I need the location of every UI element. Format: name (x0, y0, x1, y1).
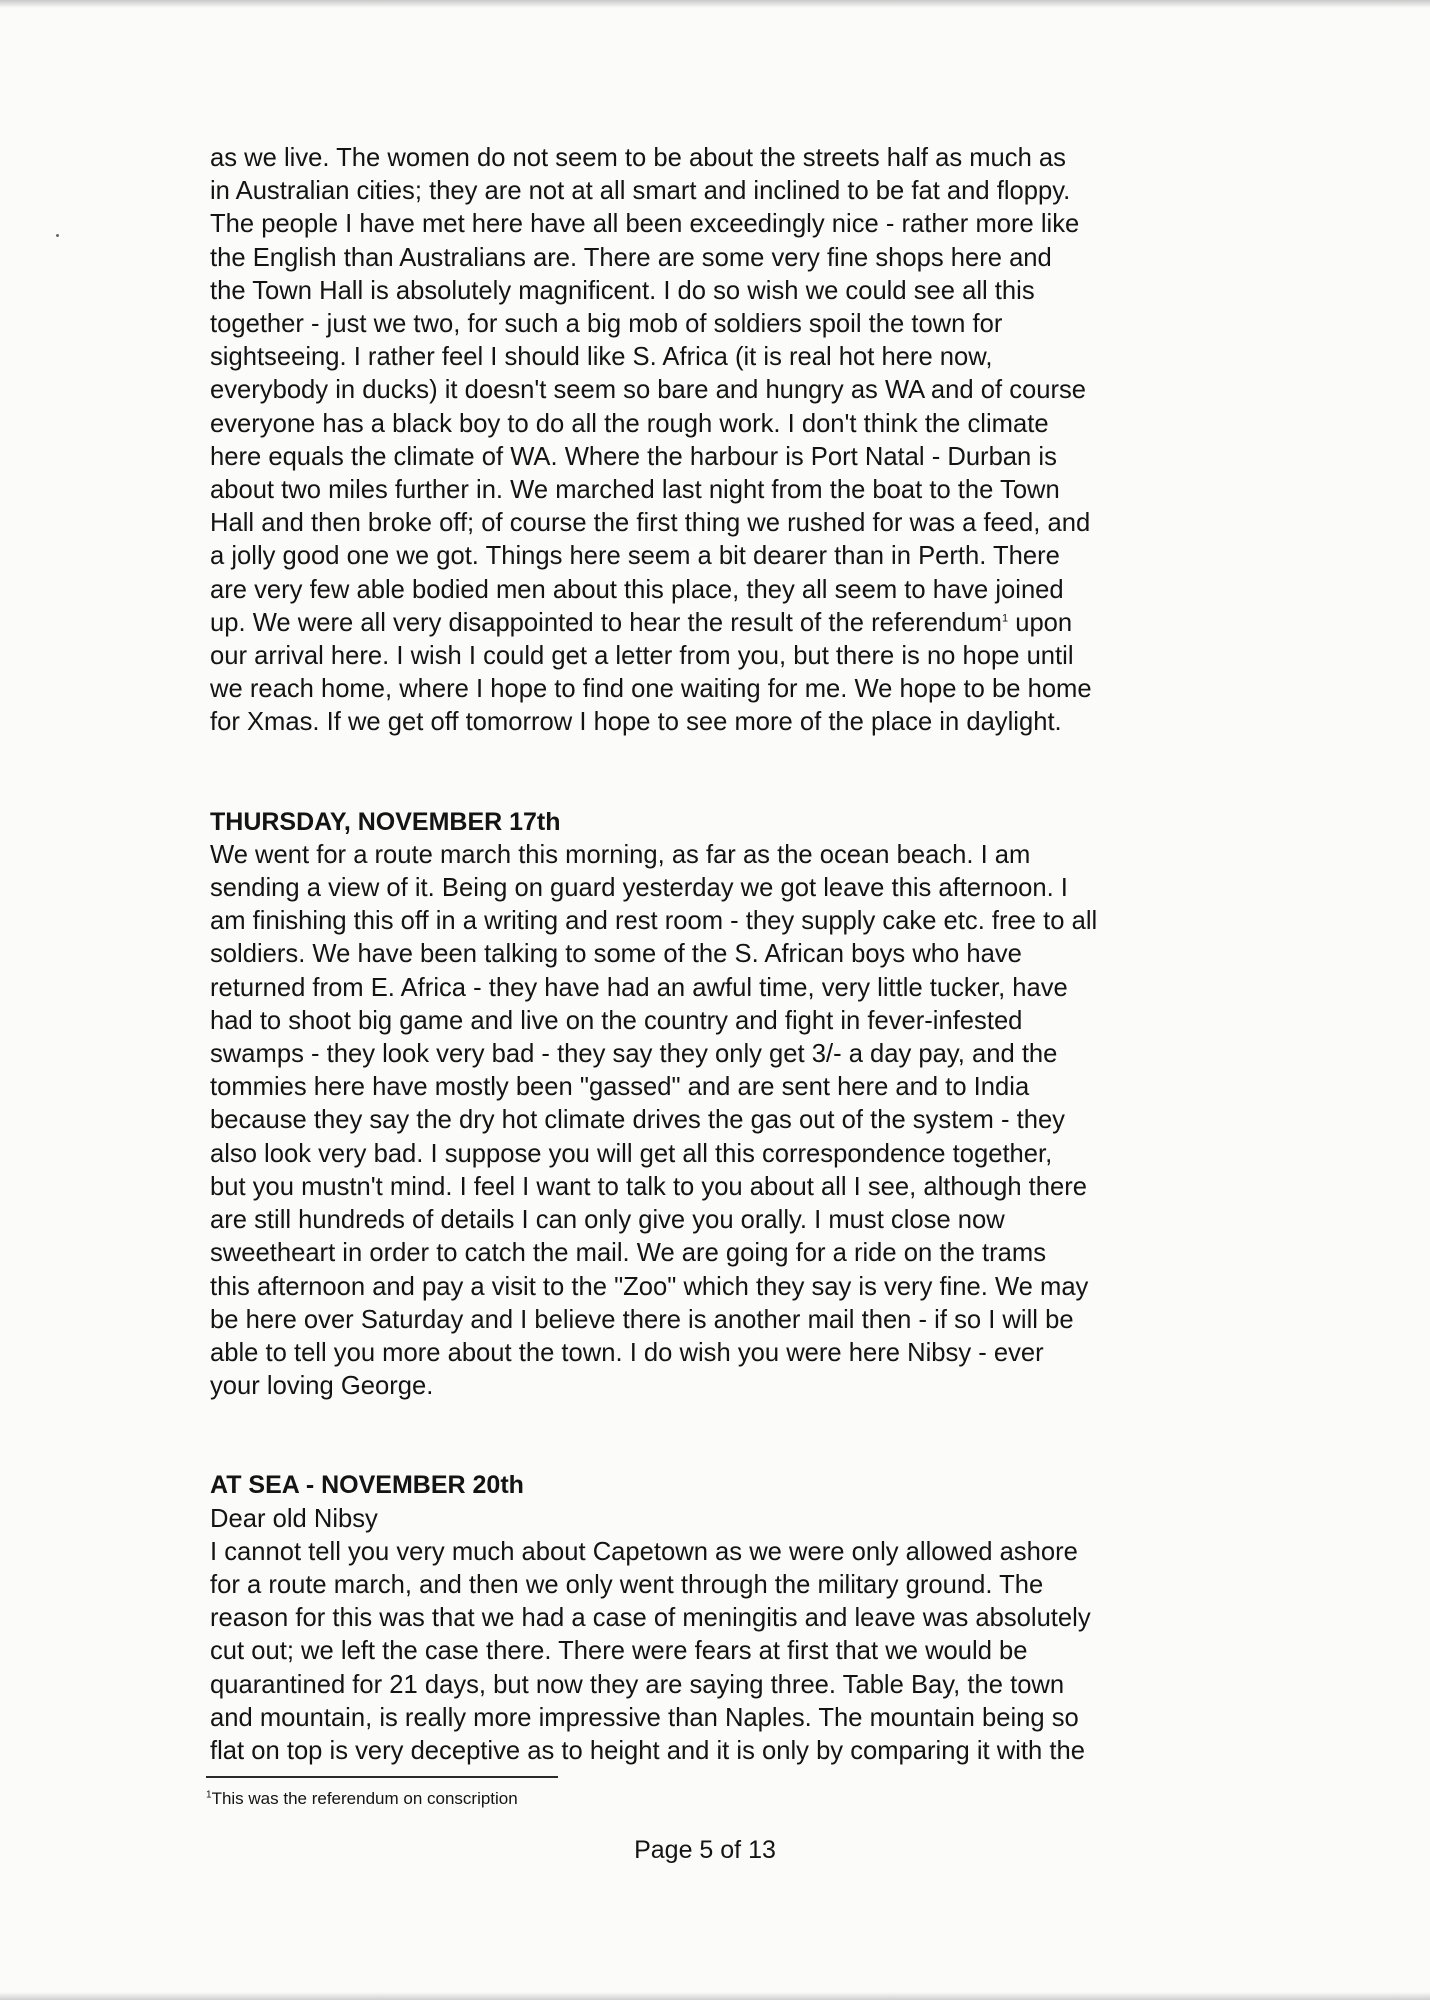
text-line: I cannot tell you very much about Capetown as we were only allowed ashore (210, 1537, 1078, 1566)
text-line: am finishing this off in a writing and rest room - they supply cake etc. free to all (210, 907, 1098, 936)
text-line: a jolly good one we got. Things here seem a bit dearer than in Perth. There (210, 542, 1060, 571)
text-line: everyone has a black boy to do all the rough work. I don't think the climate (210, 409, 1049, 438)
text-line: had to shoot big game and live on the country and fight in fever-infested (210, 1006, 1023, 1035)
footnote-mark: 1 (206, 1789, 212, 1801)
text-line: this afternoon and pay a visit to the "Zoo" which they say is very fine. We may (210, 1272, 1089, 1301)
footnote-reference: 1 (1001, 612, 1009, 625)
text-line: together - just we two, for such a big mob of soldiers spoil the town for (210, 310, 1003, 339)
text-line: the English than Australians are. There are some very fine shops here and (210, 243, 1052, 272)
text-line: in Australian cities; they are not at all smart and inclined to be fat and floppy. (210, 177, 1071, 206)
text-line: flat on top is very deceptive as to height and it is only by comparing it with the (210, 1736, 1085, 1765)
text-line: here equals the climate of WA. Where the harbour is Port Natal - Durban is (210, 442, 1057, 471)
text-line: We went for a route march this morning, as far as the ocean beach. I am (210, 840, 1031, 869)
page-body (210, 142, 1230, 1768)
paragraph-nov20 (210, 1503, 1230, 1769)
entry-heading-nov20: AT SEA - NOVEMBER 20th (210, 1471, 524, 1500)
footnote-divider (206, 1776, 558, 1778)
text-line: Hall and then broke off; of course the first thing we rushed for was a feed, and (210, 509, 1091, 538)
text-line: we reach home, where I hope to find one waiting for me. We hope to be home (210, 675, 1092, 704)
text-line-with-footnote (210, 607, 1230, 640)
footnote (206, 1788, 518, 1810)
text-line: The people I have met here have all been exceedingly nice - rather more like (210, 210, 1080, 239)
text-line: because they say the dry hot climate drives the gas out of the system - they (210, 1106, 1065, 1135)
paragraph-durban (210, 142, 1230, 740)
text-line: tommies here have mostly been "gassed" and are sent here and to India (210, 1073, 1030, 1102)
text-line: be here over Saturday and I believe there is another mail then - if so I will be (210, 1305, 1074, 1334)
entry-heading-nov17: THURSDAY, NOVEMBER 17th (210, 807, 561, 836)
text-line: returned from E. Africa - they have had an awful time, very little tucker, have (210, 973, 1068, 1002)
text-line: sightseeing. I rather feel I should like S. Africa (it is real hot here now, (210, 343, 993, 372)
text-line: soldiers. We have been talking to some of the S. African boys who have (210, 940, 1022, 969)
scan-speck (56, 234, 59, 237)
text-line: for Xmas. If we get off tomorrow I hope to see more of the place in daylight. (210, 708, 1062, 737)
text-fragment: up. We were all very disappointed to hear the result of the referendum (210, 608, 1002, 637)
text-line: swamps - they look very bad - they say they only get 3/- a day pay, and the (210, 1040, 1058, 1069)
text-line: able to tell you more about the town. I do wish you were here Nibsy - ever (210, 1338, 1044, 1367)
page-number: Page 5 of 13 (634, 1836, 776, 1864)
text-line: are still hundreds of details I can only give you orally. I must close now (210, 1206, 1005, 1235)
footnote-text: This was the referendum on conscription (211, 1789, 518, 1808)
text-line: for a route march, and then we only went through the military ground. The (210, 1570, 1044, 1599)
text-line: about two miles further in. We marched last night from the boat to the Town (210, 476, 1060, 505)
text-line: your loving George. (210, 1372, 434, 1401)
text-line: cut out; we left the case there. There were fears at first that we would be (210, 1637, 1028, 1666)
text-line: also look very bad. I suppose you will get all this correspondence together, (210, 1139, 1053, 1168)
text-line: and mountain, is really more impressive than Naples. The mountain being so (210, 1703, 1079, 1732)
text-line: everybody in ducks) it doesn't seem so bare and hungry as WA and of course (210, 376, 1087, 405)
scan-edge-bottom (0, 1992, 1430, 2000)
text-line: sending a view of it. Being on guard yesterday we got leave this afternoon. I (210, 874, 1068, 903)
text-line: the Town Hall is absolutely magnificent. I do so wish we could see all this (210, 276, 1035, 305)
text-line: are very few able bodied men about this place, they all seem to have joined (210, 575, 1064, 604)
text-fragment: upon (1008, 608, 1073, 637)
text-line: reason for this was that we had a case of meningitis and leave was absolutely (210, 1604, 1091, 1633)
text-line: quarantined for 21 days, but now they are saying three. Table Bay, the town (210, 1670, 1065, 1699)
section-gap (210, 1403, 1230, 1469)
text-line: our arrival here. I wish I could get a letter from you, but there is no hope until (210, 642, 1074, 671)
paragraph-nov17 (210, 839, 1230, 1403)
salutation: Dear old Nibsy (210, 1504, 378, 1533)
scan-edge-top (0, 0, 1430, 8)
section-gap (210, 740, 1230, 806)
text-line: but you mustn't mind. I feel I want to talk to you about all I see, although there (210, 1172, 1088, 1201)
text-line: sweetheart in order to catch the mail. We are going for a ride on the trams (210, 1239, 1047, 1268)
text-line: as we live. The women do not seem to be about the streets half as much as (210, 144, 1066, 172)
